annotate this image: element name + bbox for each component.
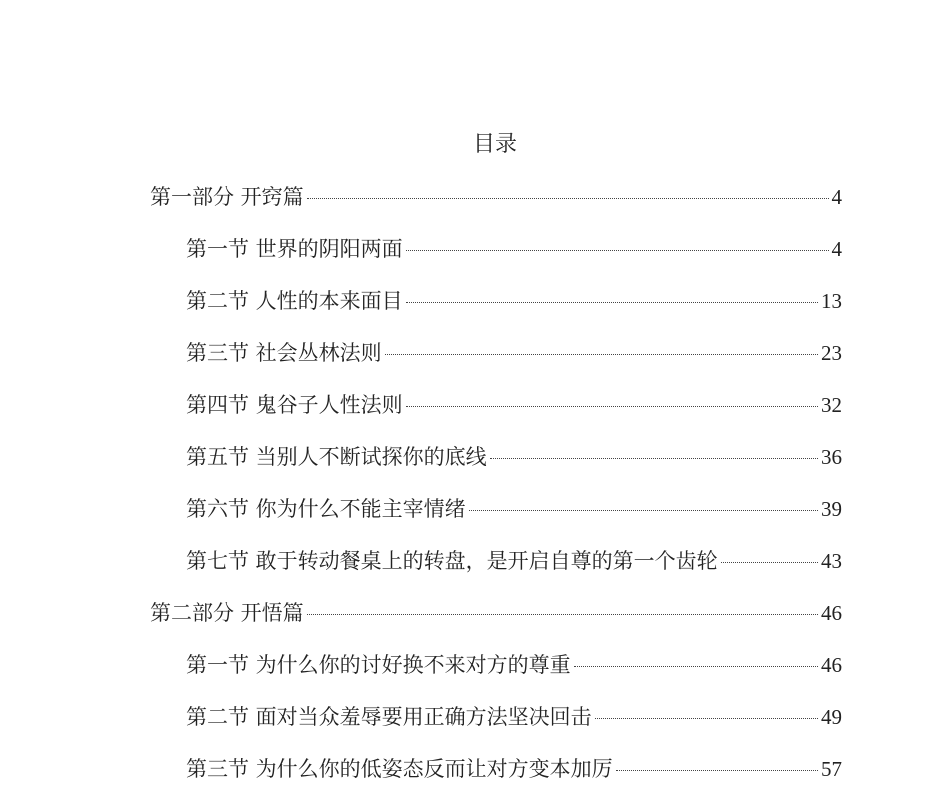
toc-section-entry[interactable] — [186, 286, 842, 316]
dot-leader — [406, 250, 829, 251]
dot-leader — [574, 666, 818, 667]
dot-leader — [469, 510, 818, 511]
entry-page-number: 49 — [821, 705, 842, 729]
entry-page-number: 36 — [821, 445, 842, 469]
entry-page-number: 43 — [821, 549, 842, 573]
toc-section-entry[interactable] — [186, 546, 842, 576]
dot-leader — [406, 302, 818, 303]
toc-section-entry[interactable] — [186, 442, 842, 472]
entry-label: 第三节 社会丛林法则 — [186, 341, 382, 365]
toc-section-entry[interactable] — [186, 754, 842, 784]
toc-section-entry[interactable] — [186, 338, 842, 368]
entry-page-number: 4 — [831, 237, 842, 261]
entry-page-number: 46 — [821, 601, 842, 625]
dot-leader — [616, 770, 818, 771]
entry-page-number: 32 — [821, 393, 842, 417]
entry-label: 第一节 世界的阴阳两面 — [186, 237, 403, 261]
entry-page-number: 23 — [821, 341, 842, 365]
dot-leader — [307, 614, 818, 615]
toc-part-entry[interactable] — [150, 182, 842, 212]
entry-label: 第六节 你为什么不能主宰情绪 — [186, 497, 466, 521]
entry-label: 第七节 敢于转动餐桌上的转盘，是开启自尊的第一个齿轮 — [186, 549, 718, 573]
dot-leader — [721, 562, 818, 563]
dot-leader — [595, 718, 818, 719]
toc-section-entry[interactable] — [186, 494, 842, 524]
entry-label: 第五节 当别人不断试探你的底线 — [186, 445, 487, 469]
toc-title: 目录 — [472, 132, 517, 157]
dot-leader — [490, 458, 818, 459]
toc-section-entry[interactable] — [186, 702, 842, 732]
entry-label: 第一部分 开窍篇 — [150, 185, 304, 209]
entry-label: 第二节 人性的本来面目 — [186, 289, 403, 313]
entry-page-number: 13 — [821, 289, 842, 313]
entry-page-number: 46 — [821, 653, 842, 677]
entry-page-number: 39 — [821, 497, 842, 521]
toc-section-entry[interactable] — [186, 390, 842, 420]
entry-label: 第一节 为什么你的讨好换不来对方的尊重 — [186, 653, 571, 677]
entry-label: 第二节 面对当众羞辱要用正确方法坚决回击 — [186, 705, 592, 729]
entry-label: 第四节 鬼谷子人性法则 — [186, 393, 403, 417]
dot-leader — [385, 354, 818, 355]
toc-section-entry[interactable] — [186, 650, 842, 680]
entry-page-number: 57 — [821, 757, 842, 781]
toc-section-entry[interactable] — [186, 234, 842, 264]
entry-page-number: 4 — [831, 185, 842, 209]
dot-leader — [406, 406, 818, 407]
dot-leader — [307, 198, 829, 199]
entry-label: 第二部分 开悟篇 — [150, 601, 304, 625]
entry-label: 第三节 为什么你的低姿态反而让对方变本加厉 — [186, 757, 613, 781]
toc-part-entry[interactable] — [150, 598, 842, 628]
